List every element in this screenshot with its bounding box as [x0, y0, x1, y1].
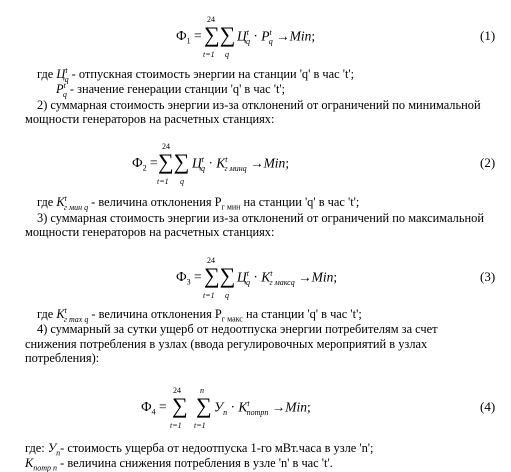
definition-min-deviation: где $K^t_{г мин q}$ - величина отклонения $P_{г мин}$ на станции 'q' в час 't';	[37, 194, 360, 212]
equation-2: $Ф_2$ = 24 ∑∑ t=1 q $Ц^t_q \cdot K^t_{г минq} \to Min$; (2)	[132, 142, 496, 186]
paragraph-4-line-1: 4) суммарный за сутки ущерб от недоотпуска энергии потребителям за счет	[37, 322, 438, 336]
sum-icon: ∑	[172, 393, 188, 418]
sum-icon: ∑∑	[158, 149, 190, 174]
definition-damage-cost: где: $У_n-$ стоимость ущерба от недоотпуска 1-го мВт.часа в узле 'n';	[25, 441, 374, 458]
eq1-sum-upper: 24	[207, 15, 215, 24]
eq1-sum-lower-q: q	[225, 50, 229, 59]
equation-number-2: (2)	[480, 155, 496, 170]
definition-generation: $P^t_q$ - значение генерации станции 'q' в час 't';	[56, 81, 286, 99]
paragraph-4-line-3: потребления):	[25, 351, 100, 365]
definition-max-deviation: где $K^t_{г max q}$ - величина отклонения $P_{г макс}$ на станции 'q' в час 't';	[37, 306, 362, 324]
sum-icon: ∑	[196, 393, 212, 418]
sum-icon: ∑∑	[204, 263, 236, 288]
equation-3: $Ф_3$ = 24 ∑∑ t=1 q $Ц^t_q \cdot K^t_{г максq} \to Min$; (3)	[176, 256, 496, 300]
paragraph-4-line-2: снижения потребления в узлах (ввода регулировочных мероприятий в узлах	[25, 337, 428, 351]
paragraph-2-line-1: 2) суммарная стоимость энергии из-за отклонений от ограничений по минимальной	[37, 98, 481, 112]
eq1-sum-lower-t: t=1	[203, 50, 215, 59]
paragraph-2-line-2: мощности генераторов на расчетных станциях:	[25, 112, 275, 126]
equation-1: $Ф_1$ = 24 ∑∑ t=1 q $Ц^t_q \cdot P^t_q \to Min$; (1)	[176, 15, 496, 59]
paragraph-3-line-2: мощности генераторов на расчетных станциях:	[25, 225, 275, 239]
equation-number-3: (3)	[480, 269, 496, 284]
equation-number-4: (4)	[480, 399, 496, 414]
definition-consumption-reduction: $K_{потр n}$ - величина снижения потребления в узле 'n' в час 't'.	[25, 456, 333, 472]
equation-number-1: (1)	[480, 28, 496, 43]
eq1-lhs: Ф	[176, 28, 187, 43]
definition-price: где $Ц^t_q$ - отпускная стоимость энергии на станции 'q' в час 't';	[37, 66, 355, 84]
equation-4: $Ф_4$ = 24 ∑ t=1 n ∑ t=1 $У_n \cdot K^t_{потрn} \to Min$; (4)	[141, 386, 496, 430]
sum-icon: ∑∑	[204, 22, 236, 47]
paragraph-3-line-1: 3) суммарная стоимость энергии из-за отклонений от ограничений по максимальной	[37, 211, 484, 225]
